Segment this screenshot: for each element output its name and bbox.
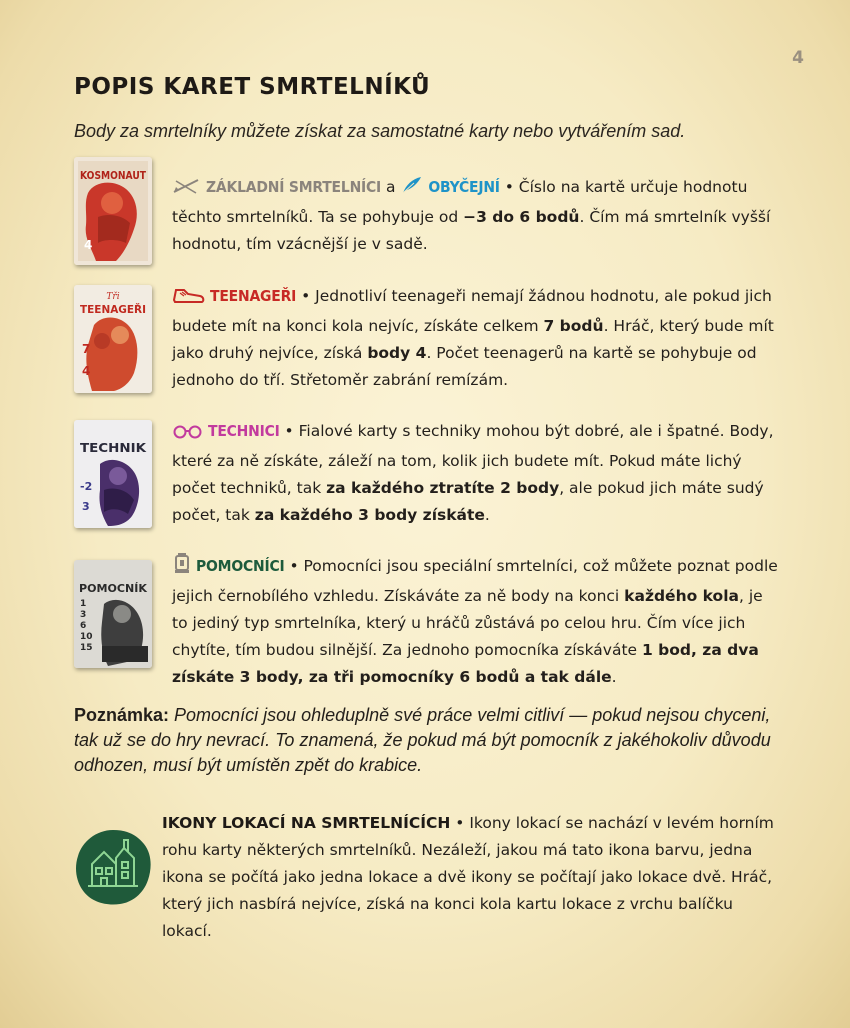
intro-text: Body za smrtelníky můžete získat za samostatné karty nebo vytvářením sad. — [74, 121, 686, 141]
card-kosmonaut-value: 4 — [84, 238, 93, 252]
card-teenageri-title: TEENAGEŘI — [80, 303, 146, 316]
glasses-icon — [172, 421, 204, 448]
lantern-icon — [172, 552, 192, 583]
pomocnici-bold-2: 1 bod, za dva získáte 3 body, za tři pomocníky 6 bodů a tak dále — [172, 641, 759, 686]
card-kosmonaut — [74, 157, 152, 265]
card-technik-value-1: -2 — [80, 480, 93, 493]
technici-text-2: , ale pokud jich máte sudý počet, tak — [172, 479, 764, 524]
section-zakladni-text — [172, 174, 782, 258]
sneaker-icon — [172, 286, 206, 313]
term-obycejni: OBYČEJNÍ — [428, 178, 500, 196]
technici-text-1: • Fialové karty s techniky mohou být dobré, ale i špatné. Body, které za ně získáte, záleží na tom, kolik jich budete mít. Pokud máte lichý počet techniků, tak — [172, 422, 774, 497]
technici-text-3: . — [484, 506, 490, 524]
zakladni-text-2: . Čím má smrtelník vyšší hodnotu, tím vzácnější je v sadě. — [172, 208, 771, 253]
card-pomocnik-score: 3 — [80, 610, 87, 620]
card-teenageri — [74, 285, 152, 393]
term-pomocnici: POMOCNÍCI — [196, 557, 285, 575]
card-pomocnik-title: POMOCNÍK — [79, 582, 148, 595]
term-teenageri: TEENAGEŘI — [210, 287, 297, 305]
card-pomocnik-score: 10 — [80, 632, 93, 642]
technici-bold-2: za každého 3 body získáte — [254, 506, 485, 524]
card-technik-title: TECHNIK — [80, 441, 147, 455]
section-teenageri-text — [172, 283, 782, 394]
pomocnici-text-2: , je to jediný typ smrtelníka, který u hráčů zůstává po celou hru. Čím více jich chytíte, tím budou silnější. Za jednoho pomocníka získáváte — [172, 587, 763, 659]
card-teenageri-value-1: 7 — [82, 342, 91, 356]
card-kosmonaut-title: KOSMONAUT — [80, 169, 147, 182]
teenageri-text-3: . Počet teenagerů na kartě se pohybuje od jednoho do tří. Střetoměr zabrání remízám. — [172, 344, 757, 389]
note — [74, 703, 786, 778]
pencil-crossed-icon — [172, 177, 202, 204]
haunted-house-icon — [74, 828, 152, 906]
note-text: Pomocníci jsou ohleduplně své práce velmi citliví — pokud nejsou chyceni, tak už se do hry nevrací. To znamená, že pokud má být pomocník z jakéhokoliv důvodu odhozen, musí být umístěn zpět do krabice. — [74, 705, 771, 775]
zakladni-text-1: • Číslo na kartě určuje hodnotu těchto smrtelníků. Ta se pohybuje od — [172, 178, 748, 226]
locations-body: • Ikony lokací se nachází v levém horním rohu karty některých smrtelníků. Nezáleží, jakou má tato ikona barvu, jedna ikona se počítá jako jedna lokace a dvě ikony se počítají jako lokace dvě. Hráč, který jich nasbírá nejvíce, získá na konci kola kartu lokace z vrchu balíčku lokací. — [162, 814, 774, 940]
page-title: POPIS KARET SMRTELNÍKŮ — [74, 74, 431, 100]
feather-icon — [400, 175, 424, 204]
section-technici-text — [172, 418, 782, 529]
card-pomocnik-score: 1 — [80, 599, 87, 609]
pomocnici-text-3: . — [611, 668, 617, 686]
card-pomocnik-score: 6 — [80, 621, 87, 631]
card-technik — [74, 420, 152, 528]
note-label: Poznámka: — [74, 705, 170, 725]
teenageri-bold-2: body 4 — [367, 344, 427, 362]
card-pomocnik — [74, 560, 152, 668]
card-teenageri-small: Tři — [106, 292, 120, 302]
term-technici: TECHNICI — [208, 422, 280, 440]
technici-bold-1: za každého ztratíte 2 body — [326, 479, 560, 497]
zakladni-bold-1: −3 do 6 bodů — [463, 208, 580, 226]
term-zakladni: ZÁKLADNÍ SMRTELNÍCI — [206, 178, 382, 196]
teenageri-bold-1: 7 bodů — [543, 317, 604, 335]
card-technik-value-2: 3 — [82, 500, 90, 513]
teenageri-text-2: . Hráč, který bude mít jako druhý nejvíce, získá — [172, 317, 774, 362]
locations-title: IKONY LOKACÍ NA SMRTELNÍCÍCH — [162, 814, 451, 832]
page-number: 4 — [792, 48, 804, 68]
connector-text: a — [381, 178, 401, 196]
card-teenageri-value-2: 4 — [82, 364, 91, 378]
card-pomocnik-score: 15 — [80, 643, 93, 653]
pomocnici-bold-1: každého kola — [624, 587, 739, 605]
locations-text — [162, 810, 782, 945]
section-pomocnici-text — [172, 552, 782, 691]
pomocnici-text-1: • Pomocníci jsou speciální smrtelníci, což můžete poznat podle jejich černobílého vzhledu. Získáváte za ně body na konci — [172, 557, 778, 605]
teenageri-text-1: • Jednotliví teenageři nemají žádnou hodnotu, ale pokud jich budete mít na konci kola nejvíc, získáte celkem — [172, 287, 772, 335]
